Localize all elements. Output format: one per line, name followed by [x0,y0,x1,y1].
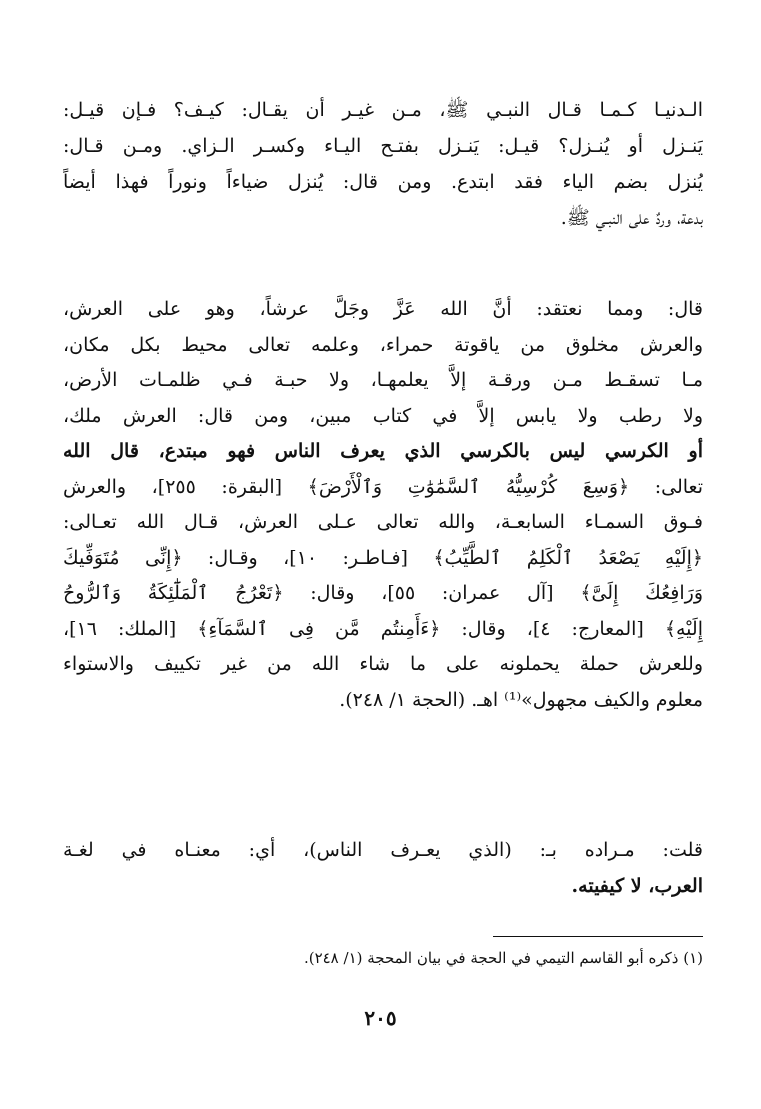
text-line: يُنزل بضم الياء فقد ابتدع. ومن قال: يُنزل ضياءاً ونوراً فهذا أيضاً [63,171,703,193]
page-number: ٢٠٥ [364,1006,397,1030]
text-line: أو الكرسي ليس بالكرسي الذي يعرف الناس فهو مبتدع، قال الله [63,440,703,462]
footnote-separator [493,936,703,937]
text-line: مـا تسقـط مـن ورقـة إلاَّ يعلمهـا، ولا حبـة فـي ظلمـات الأرض، [63,369,703,391]
paragraph-1 [63,92,703,236]
text-line: معلوم والكيف مجهول»⁽¹⁾ اهـ. (الحجة ١/ ٢٤٨). [339,688,703,711]
text-line: يَنـزل أو يُنـزل؟ قيـل: يَنـزل بفتـح اليـاء وكسـر الـزاي. ومـن قـال: [63,135,703,157]
text-line: إِلَيْهِ﴾ [المعارج: ٤]، وقال: ﴿ءَأَمِنتُم مَّن فِى ٱلسَّمَآءِ﴾ [الملك: ١٦]، [63,617,703,640]
text-line: قال: ومما نعتقد: أنَّ الله عَزَّ وجَلَّ عرشاً، وهو على العرش، [63,298,703,320]
text-line: العرب، لا كيفيته. [571,875,703,897]
text-line: الـدنيـا كـمـا قـال النبـي ﷺ، مـن غيـر أن يقـال: كيـف؟ فـإن قيـل: [63,99,703,121]
text-line: قلت: مـراده بـ: (الذي يعـرف الناس)، أي: معنـاه في لغـة [63,839,703,861]
footnote: (١) ذكره أبو القاسم التيمي في الحجة في بيان المحجة (١/ ٢٤٨). [303,949,703,967]
text-line: فـوق السمـاء السابعـة، والله تعالى عـلى العرش، قـال الله تعـالى: [63,511,703,533]
text-line: وللعرش حملة يحملونه على ما شاء الله من غير تكييف والاستواء [63,653,703,675]
text-line: ﴿إِلَيْهِ يَصْعَدُ ٱلْكَلِمُ ٱلطَّيِّبُ﴾ [فـاطـر: ١٠]، وقـال: ﴿إِنِّى مُتَوَفِّيكَ [63,546,703,569]
paragraph-3 [63,832,703,904]
text-line: والعرش مخلوق من ياقوتة حمراء، وعلمه تعالى محيط بكل مكان، [63,333,703,356]
paragraph-2 [63,292,703,718]
text-line: بدعة، وردٌ على النبـي ﷺ. [560,207,703,229]
text-line: ولا رطب ولا يابس إلاَّ في كتاب مبين، ومن قال: العرش ملك، [63,404,703,427]
text-line: وَرَافِعُكَ إِلَىَّ﴾ [آل عمران: ٥٥]، وقال: ﴿تَعْرُجُ ٱلْمَلَٰٓئِكَةُ وَٱلرُّوحُ [63,582,703,604]
text-line: تعالى: ﴿وَسِعَ كُرْسِيُّهُ ٱلسَّمَٰوَٰتِ وَٱلْأَرْضَ﴾ [البقرة: ٢٥٥]، والعرش [63,475,703,498]
